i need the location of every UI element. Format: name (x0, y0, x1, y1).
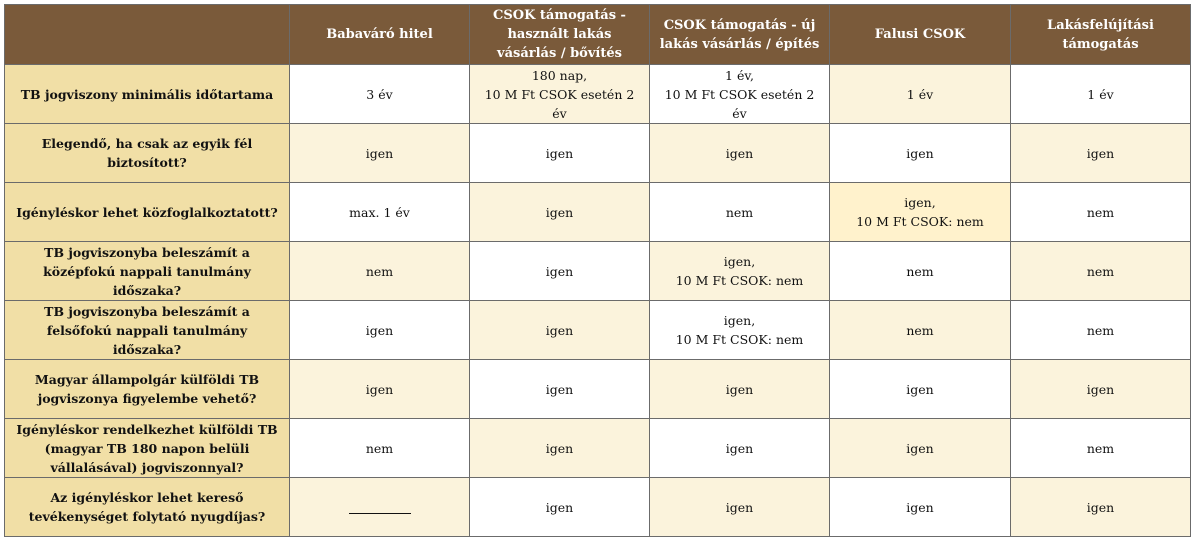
table-cell (1011, 478, 1191, 537)
table-cell (1011, 183, 1191, 242)
cell-text: igen (545, 263, 574, 279)
table-cell (470, 124, 650, 183)
cell-text: 10 M Ft CSOK: nem (675, 332, 804, 347)
cell-text: 10 M Ft CSOK: nem (675, 273, 804, 288)
cell-text: igen (725, 381, 754, 397)
table-cell (830, 183, 1011, 242)
cell-text: igen (906, 440, 934, 456)
table-cell (1011, 65, 1191, 124)
table-cell (1011, 242, 1191, 301)
cell-text: igen (365, 381, 394, 397)
cell-text: max. 1 év (349, 204, 410, 220)
cell-text: igen (725, 440, 754, 456)
table-cell (470, 360, 650, 419)
row-label: Az igényléskor lehet kereső tevékenységet folytató nyugdíjas? (5, 478, 290, 537)
table-row (5, 65, 1191, 124)
cell-text: igen (906, 145, 934, 161)
comparison-table (4, 4, 1191, 537)
table-cell (650, 65, 830, 124)
cell-text: 1 év (1087, 86, 1114, 102)
header-row (5, 5, 1191, 65)
cell-text: nem (906, 322, 934, 338)
cell-text: igen, (723, 254, 756, 269)
table-cell (290, 478, 470, 537)
cell-text: igen (365, 322, 394, 338)
table-cell (1011, 360, 1191, 419)
row-label: Igényléskor rendelkezhet külföldi TB (magyar TB 180 napon belüli vállalásával) jogviszonnyal? (5, 419, 290, 478)
table-cell (830, 65, 1011, 124)
cell-text: igen (906, 499, 934, 515)
cell-text: nem (1086, 440, 1115, 456)
comparison-table-container (4, 4, 1191, 537)
cell-text: nem (906, 263, 934, 279)
cell-text: igen (1086, 145, 1115, 161)
cell-text: 1 év (906, 86, 934, 102)
table-row (5, 183, 1191, 242)
cell-text: igen (725, 499, 754, 515)
table-cell (1011, 419, 1191, 478)
table-cell (470, 478, 650, 537)
cell-text: igen (365, 145, 394, 161)
table-row (5, 478, 1191, 537)
table-row (5, 124, 1191, 183)
table-cell (290, 124, 470, 183)
table-cell (1011, 301, 1191, 360)
table-cell (290, 360, 470, 419)
cell-text: igen (906, 381, 934, 397)
cell-text: igen, (904, 195, 936, 210)
table-cell (830, 242, 1011, 301)
table-row (5, 242, 1191, 301)
table-cell (650, 419, 830, 478)
table-cell (650, 242, 830, 301)
header-csok-hasznalt: CSOK támogatás - használt lakás vásárlás / bővítés (470, 5, 650, 65)
table-cell (650, 124, 830, 183)
header-empty (5, 5, 290, 65)
cell-text: igen (545, 381, 574, 397)
table-cell (1011, 124, 1191, 183)
table-cell (830, 478, 1011, 537)
cell-text: 1 év, (725, 67, 754, 83)
row-label: Igényléskor lehet közfoglalkoztatott? (5, 183, 290, 242)
cell-text: igen, (723, 313, 756, 328)
cell-text: 10 M Ft CSOK esetén 2 év (664, 86, 815, 121)
table-cell (290, 183, 470, 242)
cell-text (349, 503, 411, 514)
cell-text: igen (725, 145, 754, 161)
cell-text: 180 nap, (531, 67, 588, 83)
table-row (5, 419, 1191, 478)
table-row (5, 360, 1191, 419)
cell-text: nem (1086, 263, 1115, 279)
table-cell (470, 242, 650, 301)
table-row (5, 301, 1191, 360)
table-cell (290, 301, 470, 360)
cell-text: nem (365, 263, 394, 279)
cell-text: nem (725, 204, 754, 220)
cell-text: igen (545, 499, 574, 515)
table-cell (830, 124, 1011, 183)
table-cell (650, 301, 830, 360)
cell-text: nem (365, 440, 394, 456)
cell-text: nem (1086, 204, 1115, 220)
cell-text: igen (545, 322, 574, 338)
cell-text: igen (545, 204, 574, 220)
cell-text: nem (1086, 322, 1115, 338)
header-lakasfelujitasi: Lakásfelújítási támogatás (1011, 5, 1191, 65)
cell-text: igen (545, 145, 574, 161)
table-cell (290, 65, 470, 124)
table-cell (650, 183, 830, 242)
row-label: Magyar állampolgár külföldi TB jogviszonya figyelembe vehető? (5, 360, 290, 419)
table-cell (830, 301, 1011, 360)
cell-text: 10 M Ft CSOK: nem (856, 214, 984, 229)
header-falusi-csok: Falusi CSOK (830, 5, 1011, 65)
row-label: TB jogviszony minimális időtartama (5, 65, 290, 124)
table-cell (650, 478, 830, 537)
table-cell (470, 65, 650, 124)
table-cell (470, 301, 650, 360)
table-cell (470, 183, 650, 242)
cell-text: 10 M Ft CSOK esetén 2 év (484, 86, 635, 121)
cell-text: igen (1086, 381, 1115, 397)
row-label: Elegendő, ha csak az egyik fél biztosított? (5, 124, 290, 183)
cell-text: 3 év (366, 86, 393, 102)
header-babavaro: Babaváró hitel (290, 5, 470, 65)
header-csok-uj: CSOK támogatás - új lakás vásárlás / építés (650, 5, 830, 65)
table-cell (290, 242, 470, 301)
cell-text: igen (545, 440, 574, 456)
table-cell (650, 360, 830, 419)
row-label: TB jogviszonyba beleszámít a középfokú nappali tanulmány időszaka? (5, 242, 290, 301)
table-cell (830, 360, 1011, 419)
table-cell (470, 419, 650, 478)
row-label: TB jogviszonyba beleszámít a felsőfokú nappali tanulmány időszaka? (5, 301, 290, 360)
table-cell (830, 419, 1011, 478)
cell-text: igen (1086, 499, 1115, 515)
table-cell (290, 419, 470, 478)
